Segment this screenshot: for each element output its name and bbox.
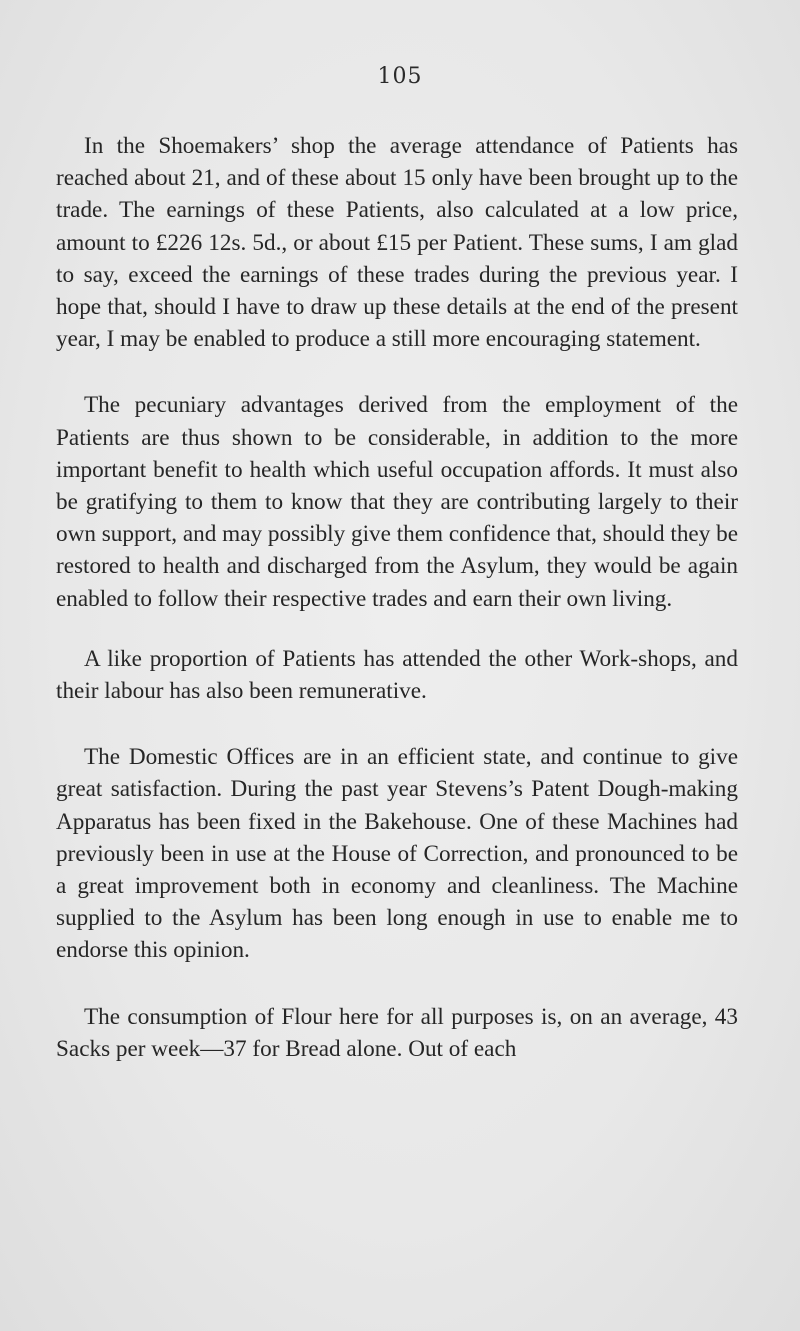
body-text: [56, 130, 738, 1065]
paragraph-domestic-offices: The Domestic Offices are in an efficient state, and continue to give great satisfaction. During the past year Stevens’s Patent Dough-making Apparatus has been fixed in the Bakehouse. One of these Machines had previously been in use at the House of Correction, and pronounced to be a great improvement both in economy and cleanliness. The Machine supplied to the Asylum has been long enough in use to enable me to endorse this opinion.: [56, 744, 738, 964]
paragraph-pecuniary-advantages: The pecuniary advantages derived from the employment of the Patients are thus shown to be considerable, in addition to the more important benefit to health which useful occupation affords. It must also be gratifying to them to know that they are contributing largely to their own support, and may possibly give them confidence that, should they be restored to health and discharged from the Asylum, they would be again enabled to follow their respective trades and earn their own living.: [56, 392, 738, 612]
page-number: 105: [377, 64, 423, 89]
paragraph-other-workshops: A like proportion of Patients has attended the other Work-shops, and their labour has also been remunerative.: [56, 645, 738, 705]
paragraph-flour-consumption: The consumption of Flour here for all purposes is, on an average, 43 Sacks per week—37 for Bread alone. Out of each: [56, 1003, 738, 1062]
paragraph-shoemakers-shop: In the Shoemakers’ shop the average attendance of Patients has reached about 21, and of these about 15 only have been brought up to the trade. The earnings of these Patients, also calculated at a low price, amount to £226 12s. 5d., or about £15 per Patient. These sums, I am glad to say, exceed the earnings of these trades during the previous year. I hope that, should I have to draw up these details at the end of the present year, I may be enabled to produce a still more encouraging statement.: [56, 133, 738, 353]
